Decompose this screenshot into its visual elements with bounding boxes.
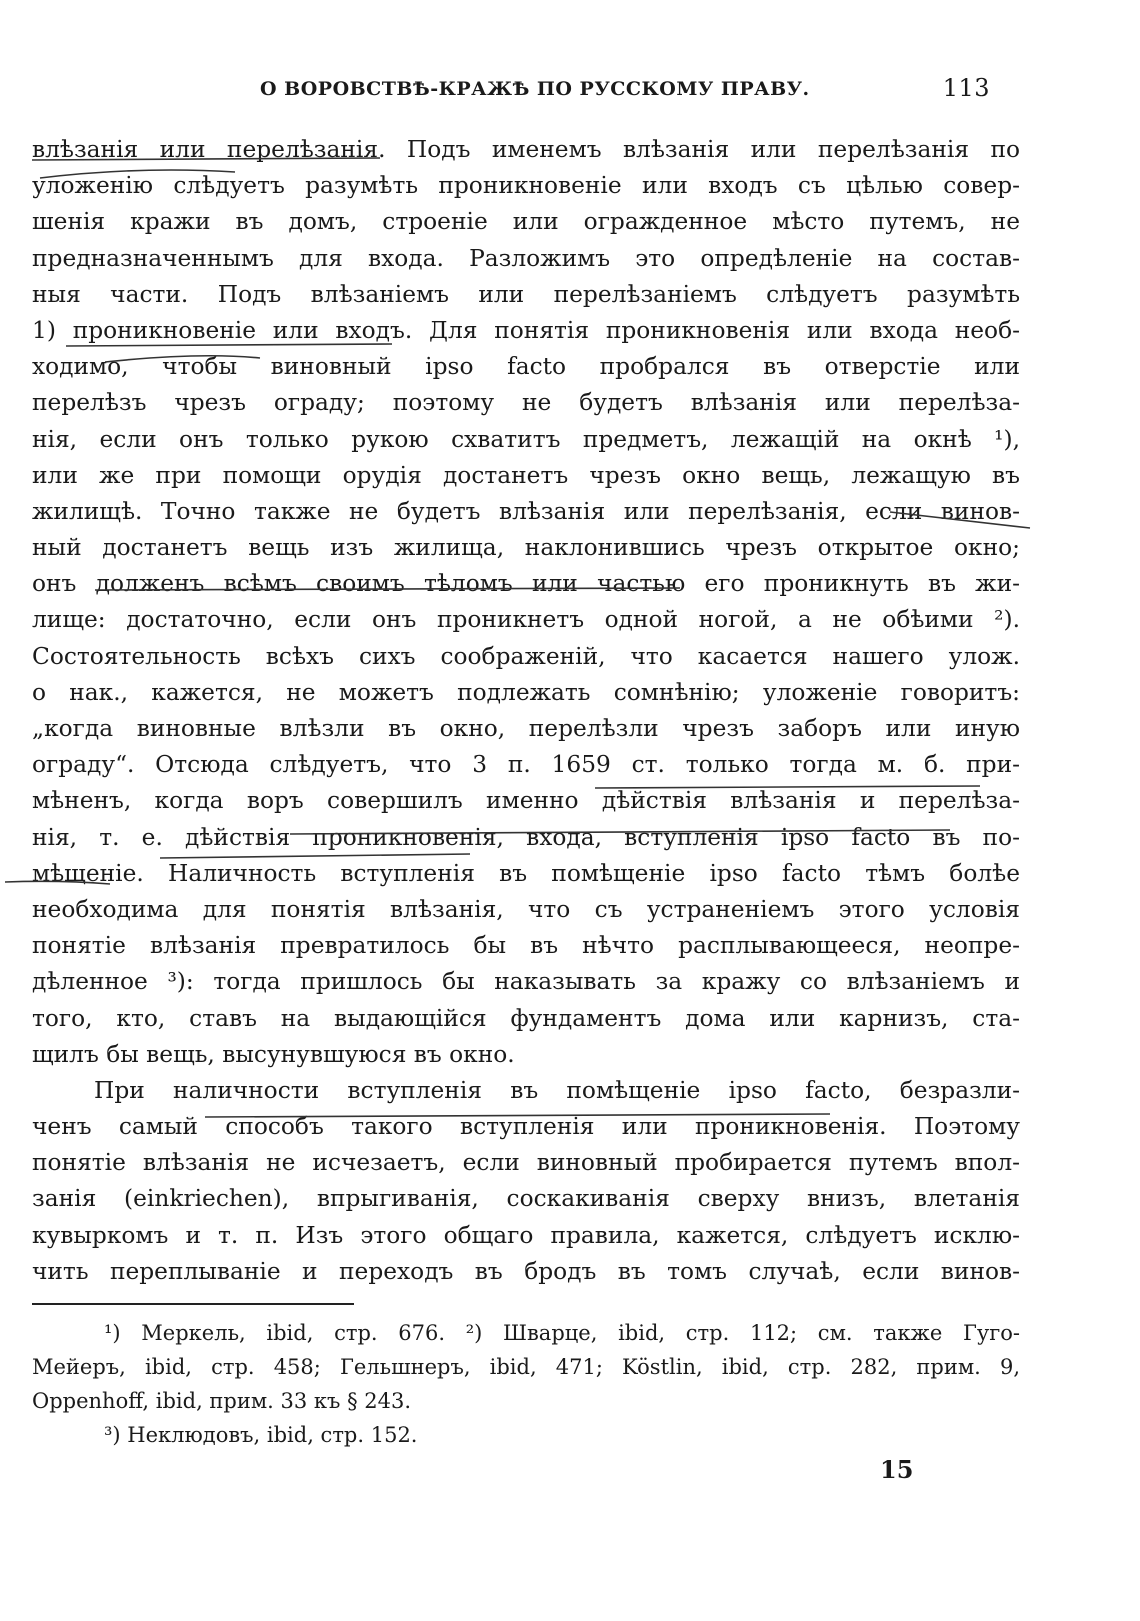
text-line: ченъ самый способъ такого вступленія или проникновенія. Поэтому — [32, 1113, 1020, 1141]
text-line: понятіе влѣзанія превратилось бы въ нѣчто расплывающееся, неопре- — [32, 932, 1020, 960]
text-line: нія, т. е. дѣйствія проникновенія, входа, вступленія ipso facto въ по- — [32, 823, 1020, 851]
underline-mark — [205, 1114, 830, 1117]
text-line: дѣленное ³): тогда пришлось бы наказывать за кражу со влѣзаніемъ и — [32, 968, 1020, 996]
footnote-line: ³) Неклюдовъ, ibid, стр. 152. — [104, 1423, 418, 1447]
text-line: „когда виновные влѣзли въ окно, перелѣзли чрезъ заборъ или иную — [32, 715, 1020, 742]
text-line: о нак., кажется, не можетъ подлежать сомнѣнію; уложеніе говоритъ: — [32, 678, 1020, 706]
underline-mark — [595, 786, 980, 788]
text-line: понятіе влѣзанія не исчезаетъ, если виновный пробирается путемъ впол- — [32, 1149, 1020, 1177]
underline-mark — [5, 881, 110, 884]
text-line: жилищѣ. Точно также не будетъ влѣзанія или перелѣзанія, если винов- — [32, 497, 1020, 525]
text-line: ограду“. Отсюда слѣдуетъ, что 3 п. 1659 ст. только тогда м. б. при- — [32, 751, 1020, 779]
text-line: 1) проникновеніе или входъ. Для понятія проникновенія или входа необ- — [32, 316, 1020, 344]
text-line: предназначеннымъ для входа. Разложимъ это опредѣленіе на состав- — [32, 244, 1020, 272]
text-line: перелѣзъ чрезъ ограду; поэтому не будетъ влѣзанія или перелѣза- — [32, 389, 1020, 417]
text-line: нія, если онъ только рукою схватитъ предметъ, лежащій на окнѣ ¹), — [32, 425, 1020, 453]
running-title: О ВОРОВСТВѢ-КРАЖѢ ПО РУССКОМУ ПРАВУ. — [260, 78, 810, 100]
text-line: При наличности вступленія въ помѣщеніе ipso facto, безразли- — [94, 1076, 1020, 1104]
text-line: щилъ бы вещь, высунувшуюся въ окно. — [32, 1040, 515, 1068]
underline-mark — [40, 170, 235, 178]
text-line: необходима для понятія влѣзанія, что съ устраненіемъ этого условія — [32, 895, 1020, 923]
text-line: Состоятельность всѣхъ сихъ соображеній, что касается нашего улож. — [32, 642, 1020, 670]
text-line: шенія кражи въ домъ, строеніе или огражденное мѣсто путемъ, не — [32, 208, 1020, 236]
text-line: онъ долженъ всѣмъ своимъ тѣломъ или частью его проникнуть въ жи- — [32, 570, 1020, 598]
text-line: влѣзанія или перелѣзанія. Подъ именемъ влѣзанія или перелѣзанія по — [32, 136, 1020, 163]
text-line: ходимо, чтобы виновный ipso facto пробрался въ отверстіе или — [32, 353, 1020, 381]
signature-mark: 15 — [880, 1455, 914, 1484]
footnote-line: Oppenhoff, ibid, прим. 33 къ § 243. — [32, 1389, 412, 1413]
footnote-line: Мейеръ, ibid, стр. 458; Гельшнеръ, ibid, 471; Köstlin, ibid, стр. 282, прим. 9, — [32, 1355, 1020, 1379]
underline-mark — [890, 512, 1030, 528]
text-line: или же при помощи орудія достанетъ чрезъ окно вещь, лежащую въ — [32, 461, 1020, 489]
underline-mark — [290, 830, 950, 834]
underline-mark — [95, 588, 680, 590]
text-line: уложенію слѣдуетъ разумѣть проникновеніе или входъ съ цѣлью совер- — [32, 172, 1020, 200]
text-line: кувыркомъ и т. п. Изъ этого общаго правила, кажется, слѣдуетъ исклю- — [32, 1221, 1020, 1249]
text-line: ныя части. Подъ влѣзаніемъ или перелѣзаніемъ слѣдуетъ разумѣть — [32, 280, 1020, 308]
underline-mark — [105, 356, 260, 362]
text-line: занія (einkriechen), впрыгиванія, соскакиванія сверху внизъ, влетанія — [32, 1185, 1020, 1213]
underline-mark — [66, 344, 392, 346]
text-line: ный достанетъ вещь изъ жилища, наклонившись чрезъ открытое окно; — [32, 534, 1020, 562]
footnote-line: ¹) Меркель, ibid, стр. 676. ²) Шварце, ibid, стр. 112; см. также Гуго- — [104, 1321, 1020, 1345]
underline-mark — [32, 158, 380, 160]
underline-mark — [160, 854, 470, 858]
text-line: лище: достаточно, если онъ проникнетъ одной ногой, а не обѣими ²). — [32, 606, 1020, 634]
page-number: 113 — [942, 74, 990, 102]
text-line: чить переплываніе и переходъ въ бродъ въ томъ случаѣ, если винов- — [32, 1257, 1020, 1285]
text-line: мѣненъ, когда воръ совершилъ именно дѣйствія влѣзанія и перелѣза- — [32, 787, 1020, 815]
text-line: мѣщеніе. Наличность вступленія въ помѣщеніе ipso facto тѣмъ болѣе — [32, 859, 1020, 887]
text-line: того, кто, ставъ на выдающійся фундаментъ дома или карнизъ, ста- — [32, 1004, 1020, 1032]
